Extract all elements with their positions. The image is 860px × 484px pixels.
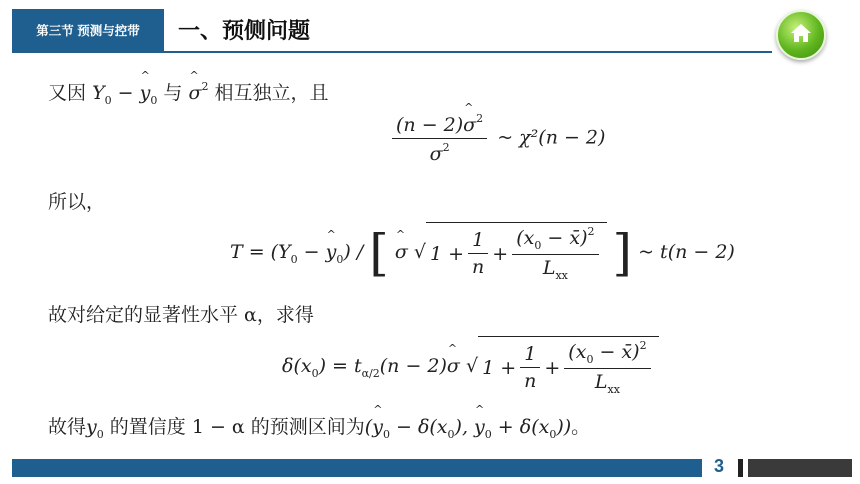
header-divider [12, 51, 772, 53]
section-tab [12, 9, 164, 51]
text-line-7: 故得$y_0$ 的置信度 1 − α 的预测区间为(^ $y_0 - \delta(x_0)$, ^ $y_0 + \delta(x_0)$)。 [48, 412, 590, 441]
footer-dark-block [748, 459, 852, 477]
page-number: 3 [713, 456, 724, 476]
page-title: 一、预侧问题 [178, 19, 311, 44]
text-line-1: 又因 $Y_0$ − ^ $y_0$ 与 ^ $\sigma^2$ 相互独立，且 [48, 78, 329, 107]
formula-t-statistic: $T = (Y_0$ − ^ $y_0$) / [ ^ σ √ 1 + $\frac{1}{n}$ + $\frac{(x_0 - x̄)^2}{L_{xx}}$ ] ~ t(n − 2) [230, 222, 735, 282]
text-line-3: 所以， [48, 191, 106, 213]
home-icon [790, 22, 812, 44]
footer-bar [12, 459, 702, 477]
section-label: 第三节 预测与控带 [36, 24, 140, 38]
text-line-5: 故对给定的显著性水平 α，求得 [48, 304, 314, 326]
home-button[interactable] [776, 10, 826, 60]
footer-marker [738, 459, 743, 477]
formula-chi-square: $\frac{(n - 2)\^{} \sigma^2}{\sigma^2}$ ~ χ²(n − 2) [388, 112, 605, 165]
formula-delta: $\delta(x_0) = t_{\alpha/2}(n$ − 2)^ σ √ 1 + $\frac{1}{n}$ + $\frac{(x_0 - x̄)^2}{L_{xx}}$ [282, 336, 659, 396]
